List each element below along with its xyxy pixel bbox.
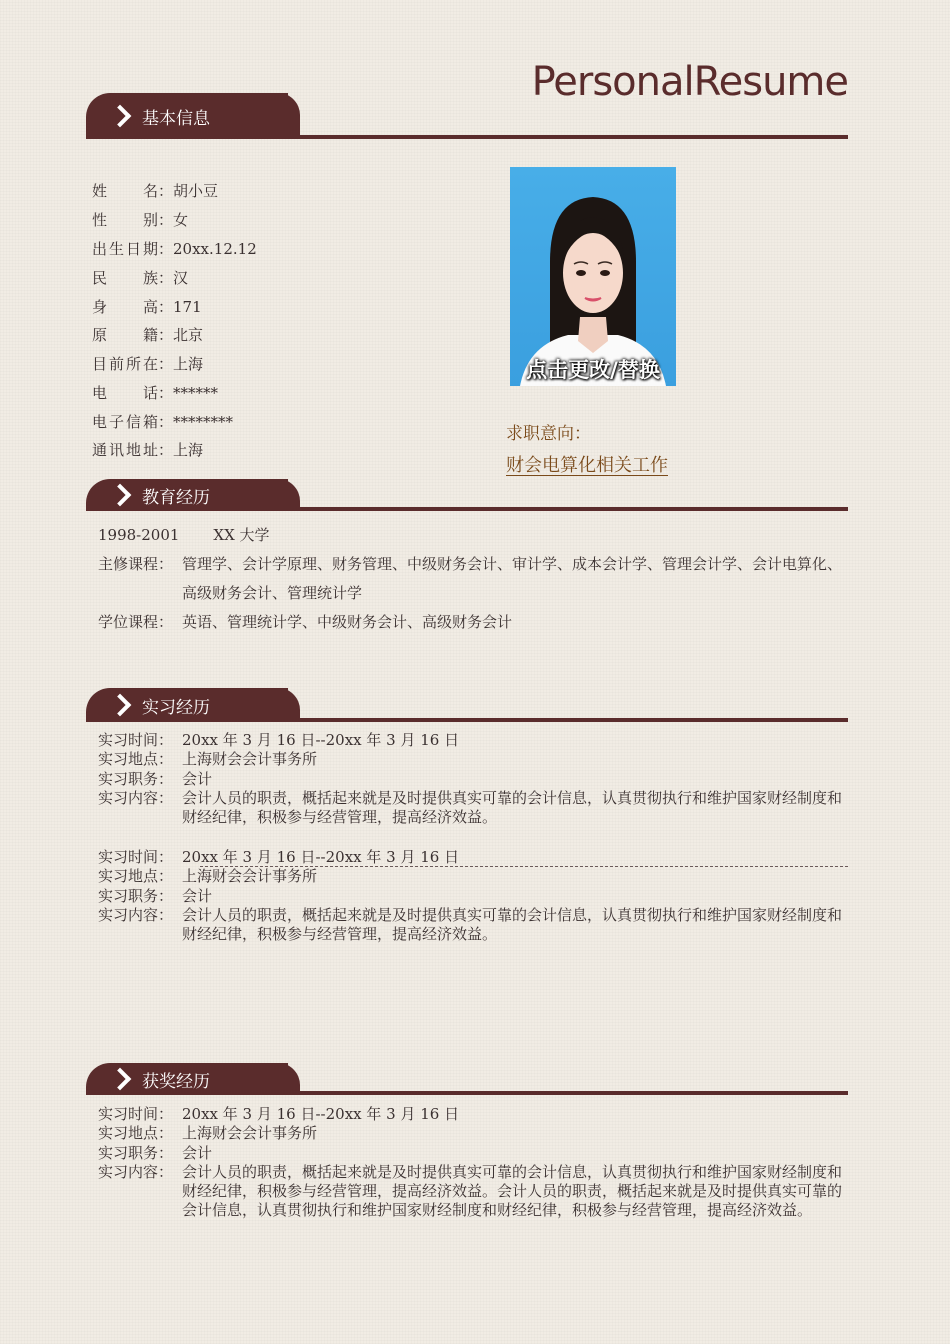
section-header-basic [86, 93, 848, 139]
entry-value: 20xx 年 3 月 16 日--20xx 年 3 月 16 日 [182, 1105, 460, 1123]
entry-row-role [98, 1144, 843, 1163]
section-header-awards [86, 1063, 848, 1095]
info-label: 原籍 [92, 326, 158, 344]
job-intent-value: 财会电算化相关工作 [506, 455, 668, 476]
info-value: 171 [173, 298, 202, 316]
entry-row-content [98, 789, 843, 828]
section-title-internship: 实习经历 [142, 697, 210, 718]
info-colon: ： [158, 240, 174, 258]
section-divider [286, 507, 848, 511]
entry-row-content [98, 1163, 843, 1221]
entry-row-place [98, 750, 843, 769]
entry-label: 实习地点： [98, 750, 174, 769]
entry-row-time [98, 1105, 843, 1124]
info-row-gender [92, 209, 188, 230]
internship-entry-2 [98, 848, 843, 944]
section-header-education [86, 479, 848, 511]
info-label: 性别 [92, 211, 158, 229]
entry-value: 会计人员的职责，概括起来就是及时提供真实可靠的会计信息，认真贯彻执行和维护国家财经制度和财经纪律，积极参与经营管理，提高经济效益。 [182, 788, 843, 827]
info-colon: ： [158, 298, 174, 316]
info-colon: ： [158, 384, 174, 402]
education-courses-row [98, 550, 843, 608]
info-value: 女 [173, 211, 189, 229]
info-label: 出生日期 [92, 240, 158, 258]
entry-value: 会计 [182, 769, 213, 788]
entry-row-place [98, 867, 843, 886]
info-label: 电子信箱 [92, 413, 158, 431]
entry-value: 上海财会会计事务所 [182, 867, 318, 886]
entry-value: 20xx 年 3 月 16 日--20xx 年 3 月 16 日 [182, 731, 460, 749]
courses-value: 管理学、会计学原理、财务管理、中级财务会计、审计学、成本会计学、管理会计学、会计电算化、高级财务会计、管理统计学 [182, 555, 843, 602]
info-value: 上海 [173, 441, 204, 459]
info-row-birthdate [92, 238, 257, 259]
entry-label: 实习地点： [98, 1124, 174, 1143]
info-label: 民族 [92, 269, 158, 287]
entry-row-time [98, 731, 843, 750]
education-period: 1998-2001 [98, 526, 180, 544]
internship-entry-1 [98, 731, 843, 827]
entry-label: 实习职务： [98, 1143, 174, 1162]
awards-entry [98, 1105, 843, 1221]
entry-value: 20xx 年 3 月 16 日--20xx 年 3 月 16 日 [182, 848, 460, 866]
info-label: 姓名 [92, 182, 158, 200]
section-title-education: 教育经历 [142, 487, 210, 508]
info-value: 胡小豆 [173, 182, 219, 200]
education-period-row [98, 521, 843, 550]
info-colon: ： [158, 413, 174, 431]
entry-row-role [98, 770, 843, 789]
entry-row-role [98, 887, 843, 906]
info-colon: ： [158, 182, 174, 200]
info-row-location [92, 353, 203, 374]
photo-change-label[interactable]: 点击更改/替换 [526, 358, 660, 382]
info-label: 电话 [92, 384, 158, 402]
info-row-address [92, 439, 203, 460]
info-value: 北京 [173, 326, 204, 344]
job-intent-label: 求职意向： [506, 424, 591, 444]
info-colon: ： [158, 355, 174, 373]
entry-label: 实习内容： [98, 1162, 174, 1181]
entry-label: 实习时间： [98, 1105, 174, 1123]
profile-photo[interactable] [510, 167, 676, 386]
section-divider [286, 135, 848, 139]
info-label: 身高 [92, 298, 158, 316]
entry-value: 会计 [182, 886, 213, 905]
education-school: XX 大学 [213, 526, 270, 544]
entry-value: 上海财会会计事务所 [182, 1124, 318, 1143]
education-block [98, 521, 843, 637]
brand-title: PersonalResume [531, 59, 848, 105]
entry-label: 实习职务： [98, 886, 174, 905]
info-row-origin [92, 324, 203, 345]
entry-label: 实习内容： [98, 905, 174, 924]
entry-label: 实习地点： [98, 867, 174, 886]
entry-value: 上海财会会计事务所 [182, 750, 318, 769]
info-value: 20xx.12.12 [173, 240, 257, 258]
degree-courses-label: 学位课程： [98, 613, 174, 631]
info-value: 上海 [173, 355, 204, 373]
education-degree-row [98, 608, 843, 637]
info-value: ******** [173, 413, 234, 431]
section-title-basic: 基本信息 [142, 108, 210, 129]
entry-row-content [98, 906, 843, 945]
section-divider [286, 1091, 848, 1095]
info-row-ethnicity [92, 267, 188, 288]
entry-value: 会计人员的职责，概括起来就是及时提供真实可靠的会计信息，认真贯彻执行和维护国家财经制度和财经纪律，积极参与经营管理，提高经济效益。会计人员的职责，概括起来就是及时提供真实可靠的会计信息，认真贯彻执行和维护国家财经制度和财经纪律，积极参与经营管理，提高经济效益。 [182, 1162, 843, 1220]
entry-label: 实习内容： [98, 788, 174, 807]
entry-row-time [98, 848, 843, 867]
info-row-name [92, 180, 218, 201]
info-label: 通讯地址 [92, 441, 158, 459]
info-colon: ： [158, 326, 174, 344]
courses-label: 主修课程： [98, 555, 174, 573]
degree-courses-value: 英语、管理统计学、中级财务会计、高级财务会计 [182, 613, 513, 631]
info-row-height [92, 296, 202, 317]
info-value: ****** [173, 384, 219, 402]
section-divider [286, 718, 848, 722]
info-colon: ： [158, 211, 174, 229]
info-row-email [92, 411, 233, 432]
entry-value: 会计 [182, 1143, 213, 1162]
info-label: 目前所在 [92, 355, 158, 373]
section-header-internship [86, 688, 848, 722]
info-colon: ： [158, 441, 174, 459]
entry-label: 实习时间： [98, 848, 174, 866]
info-row-phone [92, 382, 218, 403]
entry-label: 实习时间： [98, 731, 174, 749]
entry-value: 会计人员的职责，概括起来就是及时提供真实可靠的会计信息，认真贯彻执行和维护国家财经制度和财经纪律，积极参与经营管理，提高经济效益。 [182, 905, 843, 944]
entry-row-place [98, 1124, 843, 1143]
info-colon: ： [158, 269, 174, 287]
info-value: 汉 [173, 269, 189, 287]
section-title-awards: 获奖经历 [142, 1071, 210, 1092]
entry-label: 实习职务： [98, 769, 174, 788]
